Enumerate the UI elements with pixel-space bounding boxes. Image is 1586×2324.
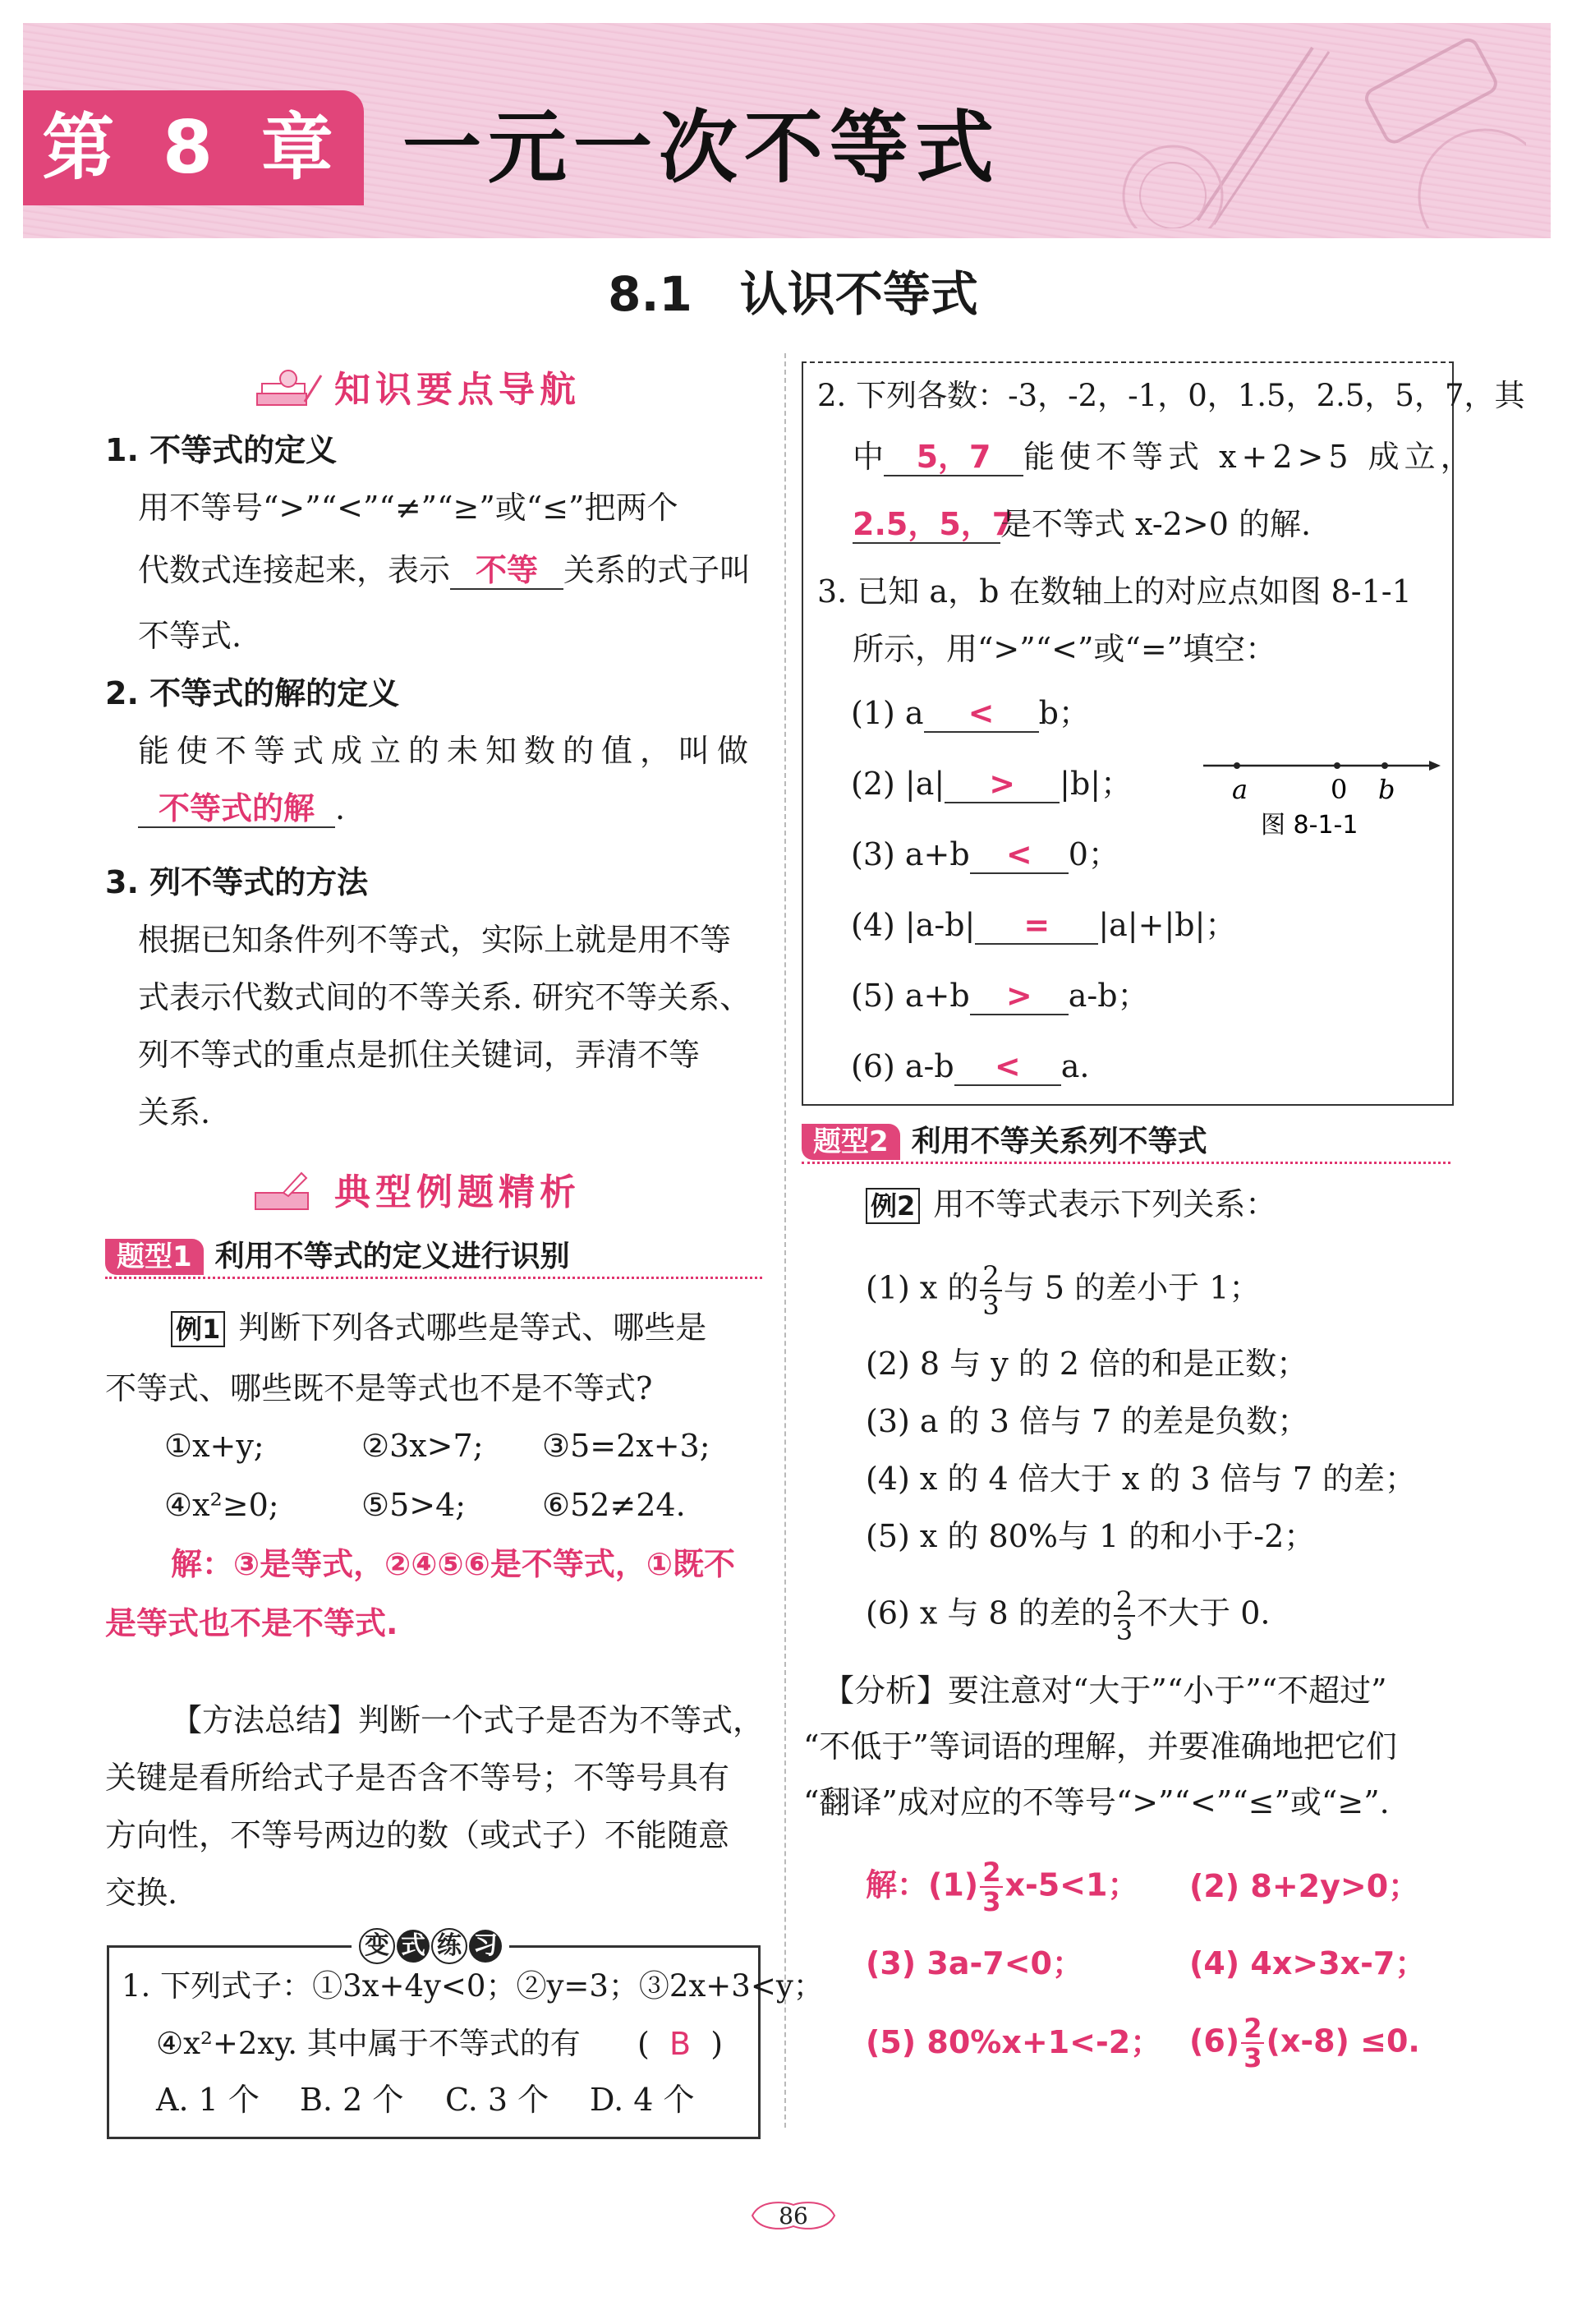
practice-question-1: ④x²+2xy. 其中属于不等式的有 [156, 2026, 581, 2061]
example-1-solution: 解：③是等式，②④⑤⑥是不等式，①既不 [171, 1546, 736, 1582]
practice-question-2: 2. 下列各数：-3，-2，-1，0，1.5，2.5，5，7，其 [817, 378, 1525, 413]
pen-notebook-icon [251, 1171, 324, 1217]
example-2-item: (3) a 的 3 倍与 7 的差是负数； [866, 1403, 1309, 1439]
example-2-solution: 解：(1) $\frac{2}{3}$ x-5<1； [866, 1857, 1139, 1917]
question-type-2-tag: 题型2 [802, 1124, 900, 1160]
practice-option: D. 4 个 [590, 2082, 695, 2118]
analysis-text: “不低于”等词语的理解，并要准确地把它们 [803, 1728, 1397, 1765]
example-2-item: (4) x 的 4 倍大于 x 的 3 倍与 7 的差； [866, 1461, 1417, 1497]
knowledge-header [251, 360, 581, 415]
example-1-question: 不等式、哪些既不是等式也不是不等式? [105, 1370, 653, 1406]
stationery-decoration-icon [1099, 31, 1526, 228]
fraction: $\frac{2}{3}$ [1114, 1587, 1135, 1645]
method-summary: 交换. [105, 1875, 178, 1911]
example-2-solution: (2) 8+2y>0； [1189, 1868, 1420, 1904]
example-2-item: (5) x 的 80%与 1 的和小于-2； [866, 1518, 1316, 1554]
knowledge-point-1-title: 1. 不等式的定义 [105, 432, 338, 468]
knowledge-point-3-text: 根据已知条件列不等式，实际上就是用不等 [138, 922, 732, 958]
chapter-title: 一元一次不等式 [402, 102, 1000, 194]
example-2-label: 例2 [866, 1188, 920, 1224]
answer-blank: 不等式的解 [138, 790, 335, 828]
example-1-item: ⑤5>4; [361, 1487, 467, 1523]
answer-blank: 5，7 [884, 439, 1023, 476]
page-number-flourish-icon [736, 2195, 851, 2236]
example-2-solution: (6) $\frac{2}{3}$ (x-8) ≤0. [1189, 2013, 1420, 2073]
number-line-figure [1191, 748, 1446, 838]
example-1-item: ④x²≥0; [164, 1487, 279, 1523]
point-b [1381, 762, 1388, 769]
label-b: b [1378, 774, 1395, 805]
knowledge-point-3-title: 3. 列不等式的方法 [105, 864, 369, 900]
books-icon [251, 369, 324, 415]
knowledge-header-text: 知识要点导航 [334, 369, 581, 411]
knowledge-point-3-text: 关系. [138, 1094, 211, 1130]
example-2-solution: (3) 3a-7<0； [866, 1945, 1083, 1981]
knowledge-point-2-title: 2. 不等式的解的定义 [105, 675, 400, 711]
method-summary: 关键是看所给式子是否含不等号；不等号具有 [105, 1760, 730, 1796]
practice-question-3: 3. 已知 a，b 在数轴上的对应点如图 8-1-1 [817, 573, 1412, 610]
knowledge-point-1-text: 不等式. [138, 618, 242, 654]
examples-header [251, 1162, 581, 1217]
practice-question-3-item: (1) a < b； [851, 695, 1090, 731]
knowledge-point-3-text: 列不等式的重点是抓住关键词，弄清不等 [138, 1037, 701, 1073]
practice-option: A. 1 个 [156, 2082, 260, 2118]
label-a: a [1232, 774, 1248, 805]
page-number [0, 2193, 1586, 2236]
svg-text:86: 86 [778, 2202, 808, 2230]
method-summary: 方向性，不等号两边的数（或式子）不能随意 [105, 1817, 730, 1853]
answer-blank: 不等 [450, 552, 563, 590]
point-zero [1334, 762, 1340, 769]
practice-question-2: 2.5，5，7是不等式 x-2>0 的解. [853, 506, 1312, 542]
variant-practice-badge: 变 式 练 习 [352, 1928, 509, 1964]
answer-blank: 2.5，5，7 [853, 506, 1014, 542]
example-1-item: ③5=2x+3; [542, 1428, 710, 1464]
practice-question-2: 中 5，7 能使不等式 x+2>5 成立， [853, 439, 1477, 475]
example-2-solution: (5) 80%x+1<-2； [866, 2024, 1162, 2060]
question-type-1 [105, 1239, 762, 1279]
example-1-item: ①x+y; [164, 1428, 264, 1464]
practice-question-3-item: (3) a+b < 0； [851, 836, 1119, 872]
question-type-1-title: 利用不等式的定义进行识别 [214, 1240, 570, 1273]
knowledge-point-2-text: 能使不等式成立的未知数的值，叫做 [138, 733, 756, 769]
practice-option: B. 2 个 [300, 2082, 404, 2118]
figure-caption: 图 8-1-1 [1261, 811, 1358, 838]
point-a [1234, 762, 1240, 769]
example-2-question: 例2 用不等式表示下列关系： [866, 1183, 1276, 1226]
method-summary: 【方法总结】判断一个式子是否为不等式， [171, 1702, 765, 1738]
column-divider [784, 353, 786, 2128]
question-type-2 [802, 1124, 1450, 1164]
example-1-item: ②3x>7; [361, 1428, 484, 1464]
example-1-label: 例1 [171, 1311, 225, 1347]
practice-question-3-item: (5) a+b > a-b； [851, 978, 1149, 1014]
practice-option: C. 3 个 [445, 2082, 549, 2118]
example-1-item: ⑥52≠24. [542, 1487, 686, 1523]
example-2-item: (1) x 的 $\frac{2}{3}$ 与 5 的差小于 1； [866, 1260, 1261, 1321]
practice-question-3-item: (6) a-b < a. [851, 1048, 1090, 1084]
axis-arrow-icon [1429, 761, 1441, 771]
question-type-2-title: 利用不等关系列不等式 [911, 1125, 1207, 1158]
question-type-1-tag: 题型1 [105, 1239, 204, 1275]
fraction: $\frac{2}{3}$ [1241, 2014, 1264, 2072]
example-2-item: (6) x 与 8 的差的 $\frac{2}{3}$ 不大于 0. [866, 1585, 1271, 1646]
knowledge-point-2-text: 不等式的解 . [138, 787, 345, 830]
practice-question-1-answer: ( B ) [637, 2026, 724, 2062]
practice-question-1: 1. 下列式子：①3x+4y<0；②y=3；③2x+3<y； [122, 1968, 824, 2004]
fraction: $\frac{2}{3}$ [980, 1858, 1003, 1916]
example-2-solution: (4) 4x>3x-7； [1189, 1945, 1427, 1981]
practice-question-3-item: (4) |a-b| = |a|+|b|； [851, 907, 1237, 943]
example-2-item: (2) 8 与 y 的 2 倍的和是正数； [866, 1346, 1308, 1382]
knowledge-point-1-text: 用不等号“>”“<”“≠”“≥”或“≤”把两个 [138, 490, 678, 526]
knowledge-point-3-text: 式表示代数式间的不等关系. 研究不等关系、 [138, 979, 752, 1015]
fraction: $\frac{2}{3}$ [980, 1262, 1001, 1319]
chapter-label: 第 8 章 [23, 90, 364, 205]
label-zero: 0 [1331, 774, 1348, 805]
practice-question-3-item: (2) |a| > |b|； [851, 766, 1133, 802]
example-1-question: 例1 判断下列各式哪些是等式、哪些是 [171, 1306, 706, 1349]
section-title: 8.1 认识不等式 [608, 266, 978, 322]
analysis-text: 【分析】要注意对“大于”“小于”“不超过” [823, 1673, 1387, 1709]
examples-header-text: 典型例题精析 [334, 1171, 581, 1213]
knowledge-point-1-text: 代数式连接起来，表示 不等 关系的式子叫 [138, 552, 752, 588]
example-1-solution: 是等式也不是不等式. [105, 1605, 398, 1641]
practice-question-3: 所示，用“>”“<”或“=”填空： [853, 631, 1277, 667]
analysis-text: “翻译”成对应的不等号“>”“<”“≤”或“≥”. [803, 1784, 1390, 1820]
